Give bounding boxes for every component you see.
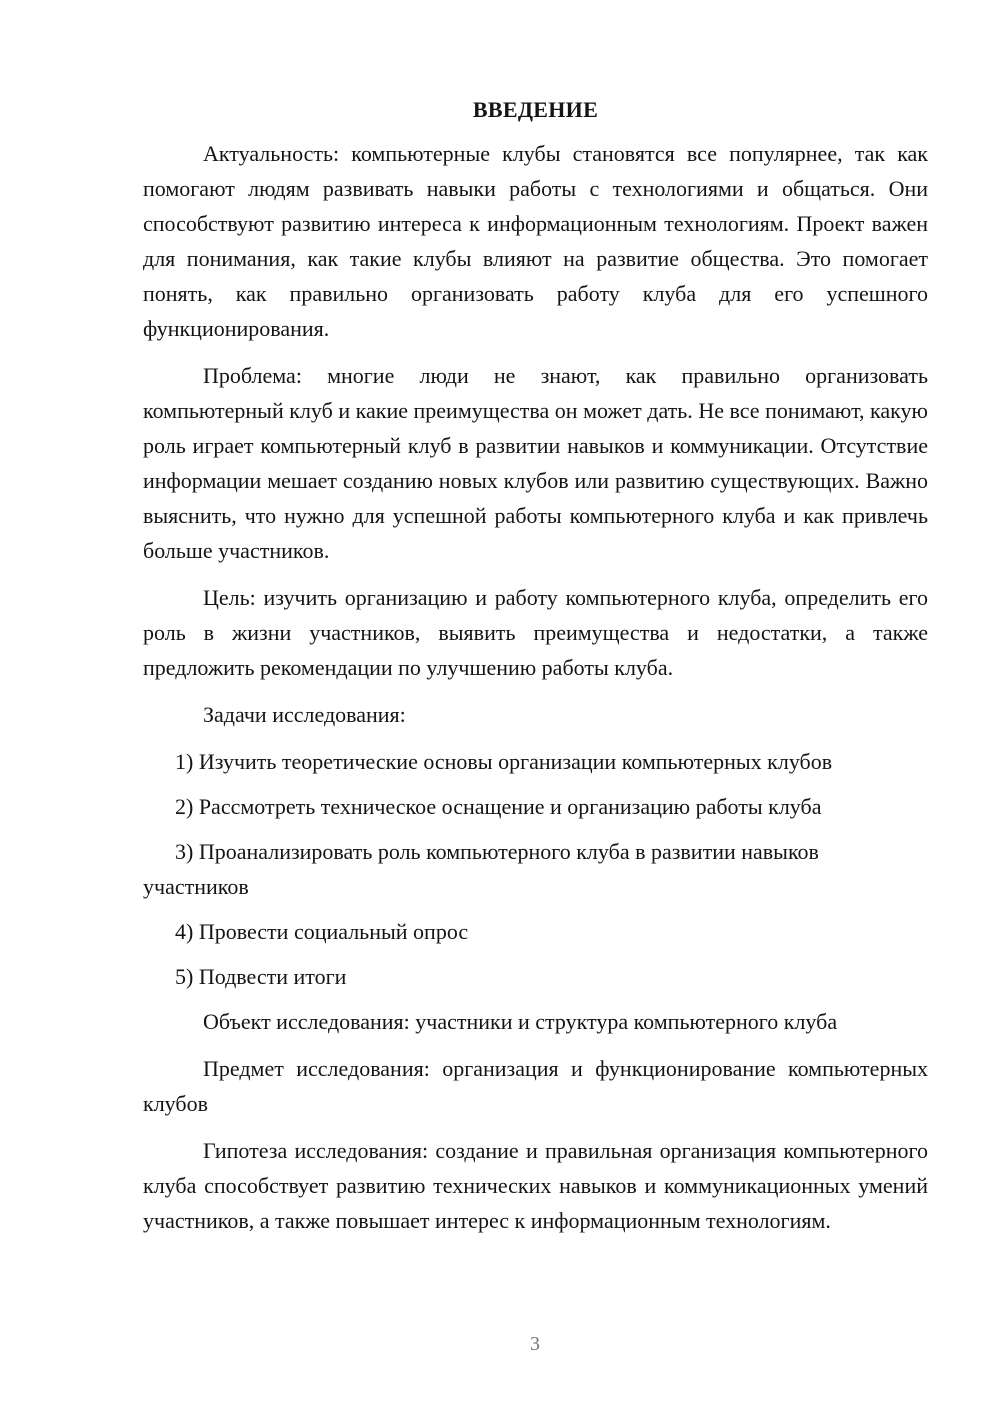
task-item: 1) Изучить теоретические основы организации компьютерных клубов xyxy=(175,749,833,774)
task-item: 5) Подвести итоги xyxy=(175,964,347,989)
page-title: ВВЕДЕНИЕ xyxy=(472,97,599,122)
page-number: 3 xyxy=(530,1333,540,1355)
task-item: 3) Проанализировать роль компьютерного клуба в развитии навыков участников xyxy=(143,839,819,899)
problem-paragraph: Проблема: многие люди не знают, как правильно организовать компьютерный клуб и какие преимущества он может дать. Не все понимают, какую роль играет компьютерный клуб в развитии навыков и коммуникации. Отсутствие информации мешает созданию новых клубов или развитию существующих. Важно выяснить, что нужно для успешной работы компьютерного клуба и как привлечь больше участников. xyxy=(143,363,928,563)
tasks-heading: Задачи исследования: xyxy=(203,702,406,727)
hypothesis-paragraph: Гипотеза исследования: создание и правильная организация компьютерного клуба способствует развитию технических навыков и коммуникационных умений участников, а также повышает интерес к информационным технологиям. xyxy=(143,1138,928,1233)
task-item: 2) Рассмотреть техническое оснащение и организацию работы клуба xyxy=(175,794,822,819)
relevance-paragraph: Актуальность: компьютерные клубы становятся все популярнее, так как помогают людям развивать навыки работы с технологиями и общаться. Они способствуют развитию интереса к информационным технологиям. Проект важен для понимания, как такие клубы влияют на развитие общества. Это помогает понять, как правильно организовать работу клуба для его успешного функционирования. xyxy=(143,141,928,341)
document-page xyxy=(143,96,928,1250)
task-item: 4) Провести социальный опрос xyxy=(175,919,469,944)
goal-paragraph: Цель: изучить организацию и работу компьютерного клуба, определить его роль в жизни участников, выявить преимущества и недостатки, а также предложить рекомендации по улучшению работы клуба. xyxy=(143,585,928,680)
tasks-list xyxy=(143,744,928,994)
subject-paragraph: Предмет исследования: организация и функционирование компьютерных клубов xyxy=(143,1056,928,1116)
object-paragraph: Объект исследования: участники и структура компьютерного клуба xyxy=(203,1009,838,1034)
